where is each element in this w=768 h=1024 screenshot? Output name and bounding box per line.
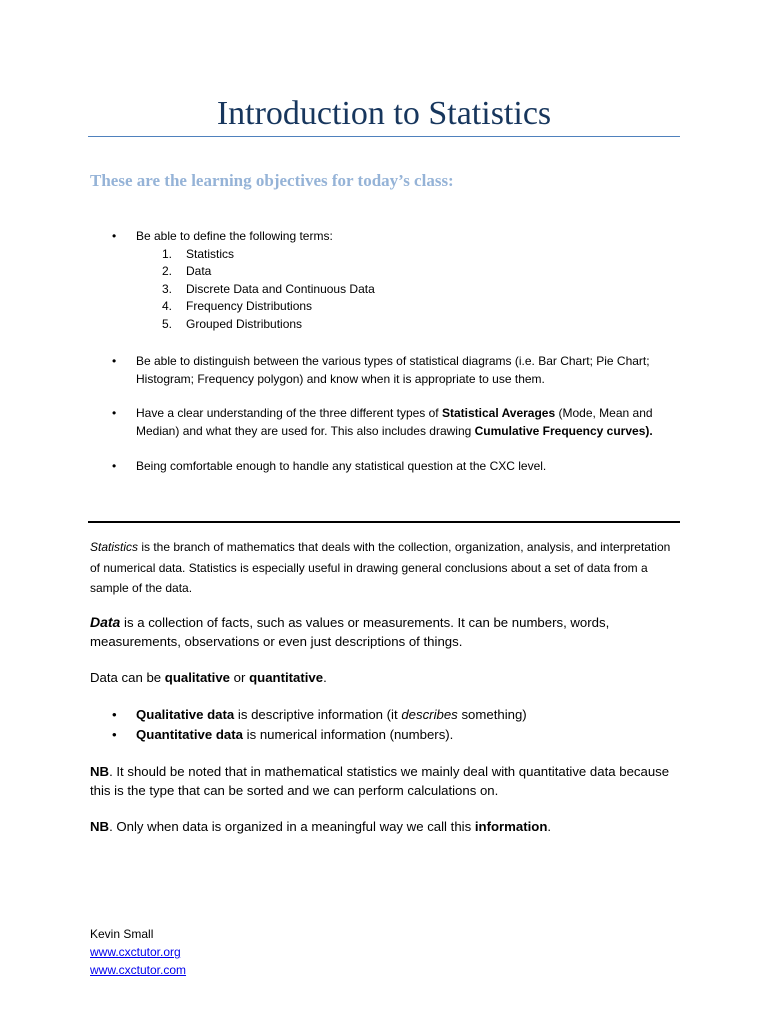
list-item: [112, 725, 672, 745]
objective-text-part: (Mode, Mean and Median) and what they are used for. This also includes drawing: [136, 406, 653, 438]
section-divider: [88, 521, 680, 523]
intro-text: or: [230, 670, 250, 685]
list-text: is numerical information (numbers).: [243, 727, 454, 742]
cxctutor-org-link[interactable]: www.cxctutor.org: [90, 945, 181, 959]
describes-emphasis: describes: [401, 707, 458, 722]
qualitative-data-term: Qualitative data: [136, 707, 235, 722]
nb-text: .: [547, 819, 552, 834]
term-label: Discrete Data and Continuous Data: [186, 281, 375, 296]
term-number: 5.: [162, 316, 173, 331]
intro-text: .: [323, 670, 327, 685]
data-definition: [90, 613, 680, 651]
cumulative-frequency-term: Cumulative Frequency curves).: [474, 423, 653, 438]
objectives-heading: These are the learning objectives for today’s class:: [90, 171, 454, 190]
statistics-definition: [90, 537, 680, 599]
author-block: [90, 925, 186, 979]
list-text: something): [457, 707, 527, 722]
list-text: is descriptive information (it: [234, 707, 402, 722]
term-item: [162, 281, 682, 299]
statistical-averages-term: Statistical Averages: [441, 406, 556, 420]
data-types-list: [112, 705, 672, 745]
objective-item: [112, 353, 682, 388]
data-text: is a collection of facts, such as values or measurements. It can be numbers, words, measurements, observations or even just descriptions of things.: [90, 615, 610, 649]
quantitative-data-term: Quantitative data: [136, 727, 243, 742]
term-number: 1.: [162, 246, 173, 261]
bullet-icon: •: [112, 459, 117, 473]
terms-list: [136, 246, 682, 334]
nb-note-1: [90, 762, 680, 800]
term-number: 3.: [162, 281, 173, 296]
objective-item: [112, 228, 682, 333]
term-label: Frequency Distributions: [186, 299, 313, 313]
qualitative-quantitative-intro: [90, 668, 680, 687]
bullet-icon: •: [112, 707, 117, 722]
objective-text: [136, 406, 653, 438]
nb-label: NB: [90, 819, 110, 834]
nb-label: NB: [90, 764, 110, 779]
objective-item: [112, 405, 682, 440]
bullet-icon: •: [112, 727, 117, 742]
page-title: Introduction to Statistics: [216, 95, 552, 132]
title-underline: [88, 136, 680, 137]
cxctutor-com-link[interactable]: www.cxctutor.com: [90, 963, 187, 977]
nb-text: . Only when data is organized in a meaningful way we call this: [109, 819, 475, 834]
statistics-text: is the branch of mathematics that deals with the collection, organization, analysis, and interpretation of numerical data. Statistics is especially useful in drawing general conclusions about a set of data from a sample of the data.: [90, 540, 671, 595]
term-label: Grouped Distributions: [186, 316, 303, 331]
objectives-list: [112, 228, 682, 476]
term-item: [162, 263, 682, 281]
information-term: information: [474, 819, 548, 834]
objective-text: Be able to define the following terms:: [136, 229, 333, 243]
qualitative-term: qualitative: [164, 670, 231, 685]
nb-text: . It should be noted that in mathematical statistics we mainly deal with quantitative data because this is the type that can be sorted and we can perform calculations on.: [90, 764, 670, 798]
data-term: Data: [90, 614, 121, 630]
objective-item: [112, 458, 682, 476]
term-number: 2.: [162, 264, 173, 278]
quantitative-term: quantitative: [249, 670, 324, 685]
list-item: [112, 705, 672, 725]
term-number: 4.: [162, 299, 173, 313]
term-item: [162, 298, 682, 316]
objective-text: Be able to distinguish between the various types of statistical diagrams (i.e. Bar Chart; Pie Chart; Histogram; Frequency polygon) and know when it is appropriate to use them.: [136, 354, 650, 386]
term-label: Data: [186, 264, 212, 278]
nb-note-2: [90, 817, 680, 836]
bullet-icon: •: [112, 354, 117, 368]
term-item: [162, 246, 682, 264]
bullet-icon: •: [112, 406, 117, 420]
objective-text-part: Have a clear understanding of the three different types of: [136, 406, 442, 420]
author-name: Kevin Small: [90, 927, 154, 941]
bullet-icon: •: [112, 229, 117, 243]
term-label: Statistics: [186, 246, 235, 261]
intro-text: Data can be: [90, 670, 165, 685]
term-item: [162, 316, 682, 334]
objective-text: Being comfortable enough to handle any statistical question at the CXC level.: [136, 459, 547, 473]
statistics-term: Statistics: [90, 540, 139, 554]
